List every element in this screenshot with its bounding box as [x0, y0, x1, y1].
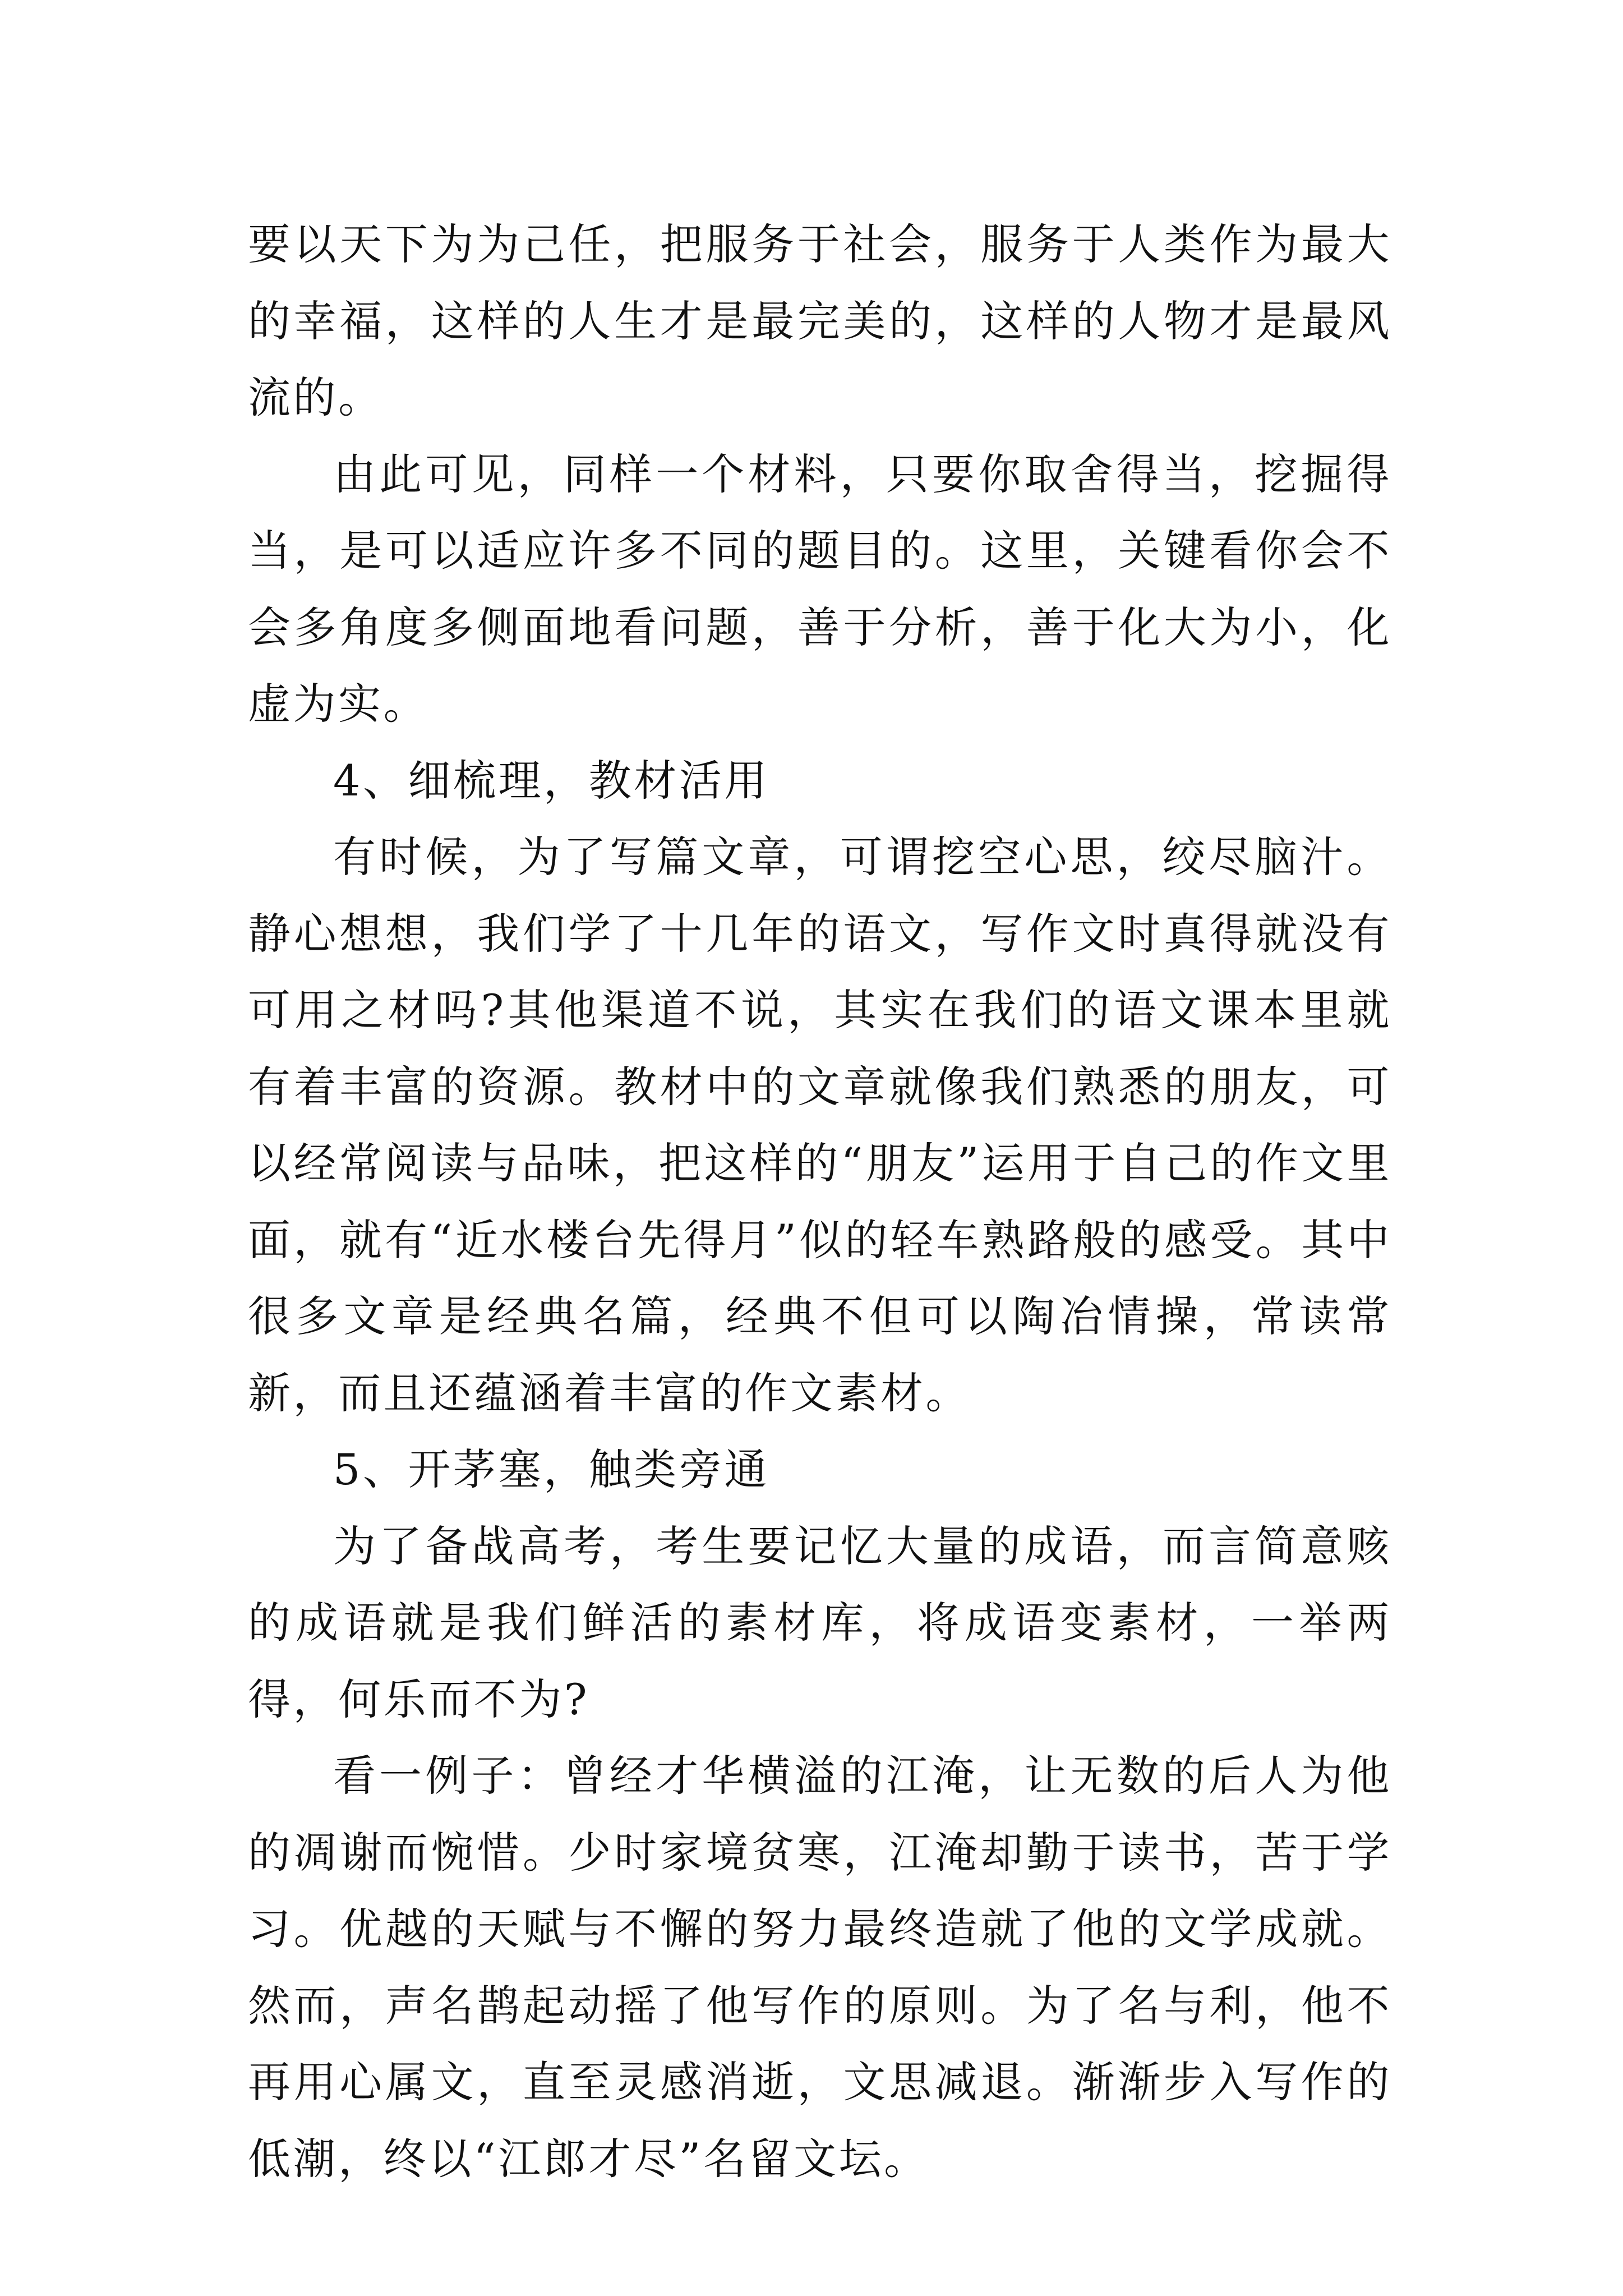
section-heading-4: 4、细梳理，教材活用	[333, 755, 769, 806]
document-body	[248, 206, 1392, 2197]
paragraph-4: 为了备战高考，考生要记忆大量的成语，而言简意赅的成语就是我们鲜活的素材库，将成语变素材，一举两得，何乐而不为?	[248, 1521, 1392, 1724]
section-heading-5: 5、开茅塞，触类旁通	[333, 1444, 769, 1494]
paragraph-2: 由此可见，同样一个材料，只要你取舍得当，挖掘得当，是可以适应许多不同的题目的。这里，关键看你会不会多角度多侧面地看问题，善于分析，善于化大为小，化虚为实。	[248, 449, 1392, 729]
paragraph-3: 有时候，为了写篇文章，可谓挖空心思，绞尽脑汁。静心想想，我们学了十几年的语文，写作文时真得就没有可用之材吗?其他渠道不说，其实在我们的语文课本里就有着丰富的资源。教材中的文章就像我们熟悉的朋友，可以经常阅读与品味，把这样的“朋友”运用于自己的作文里面，就有“近水楼台先得月”似的轻车熟路般的感受。其中很多文章是经典名篇，经典不但可以陶冶情操，常读常新，而且还蕴涵着丰富的作文素材。	[248, 832, 1392, 1418]
paragraph-5: 看一例子：曾经才华横溢的江淹，让无数的后人为他的凋谢而惋惜。少时家境贫寒，江淹却勤于读书，苦于学习。优越的天赋与不懈的努力最终造就了他的文学成就。然而，声名鹊起动摇了他写作的原则。为了名与利，他不再用心属文，直至灵感消逝，文思减退。渐渐步入写作的低潮，终以“江郎才尽”名留文坛。	[248, 1751, 1392, 2184]
paragraph-1: 要以天下为为己任，把服务于社会，服务于人类作为最大的幸福，这样的人生才是最完美的，这样的人物才是最风流的。	[248, 219, 1392, 422]
